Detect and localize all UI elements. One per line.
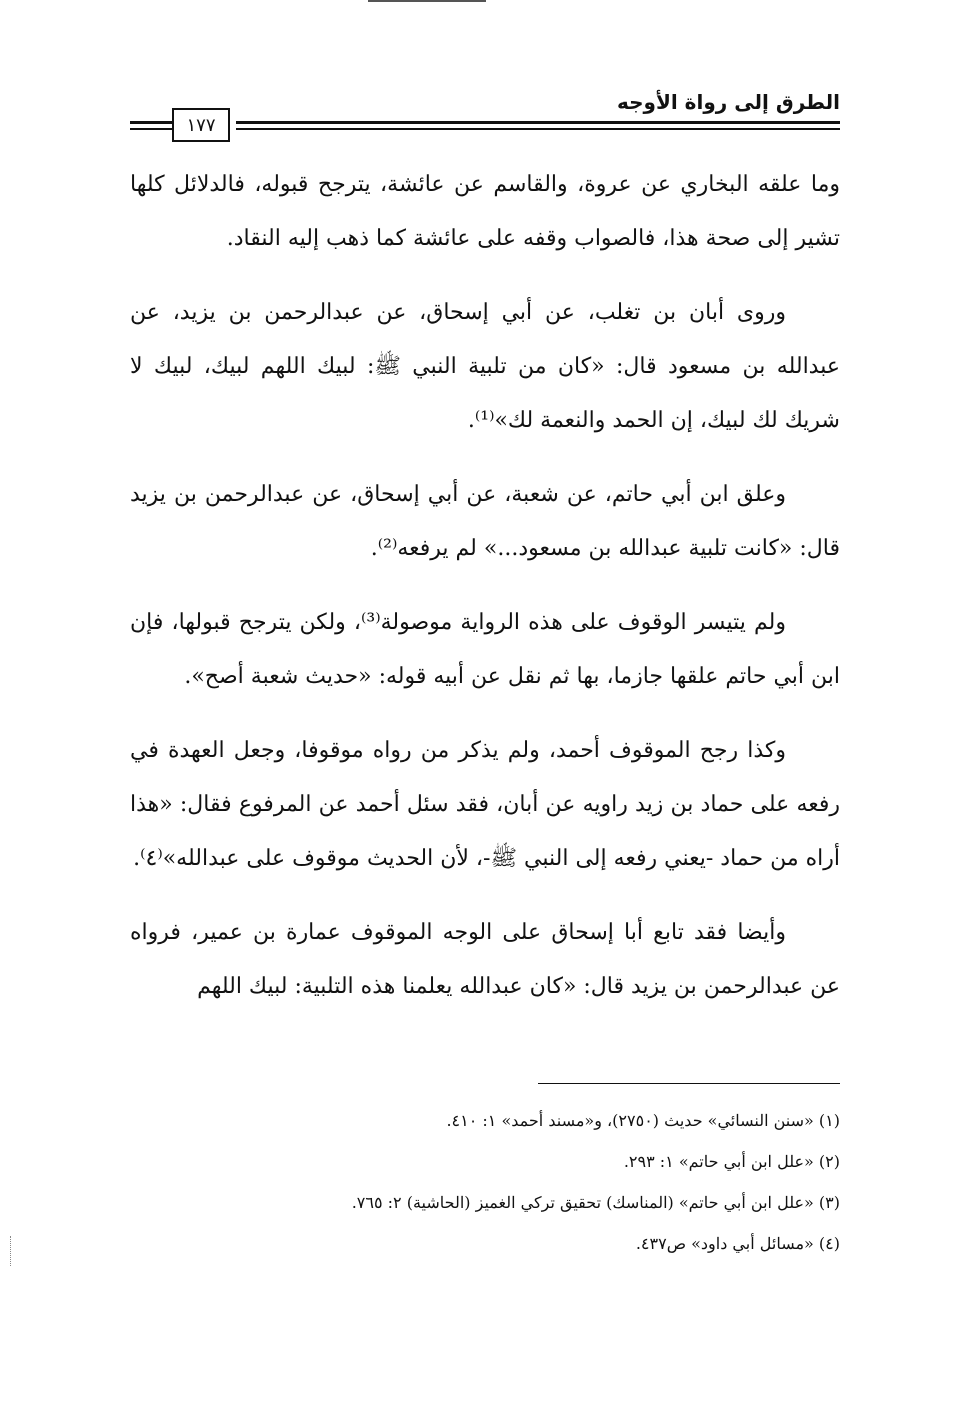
running-title: الطرق إلى رواة الأوجه	[617, 90, 840, 114]
paragraph-1: وما علقه البخاري عن عروة، والقاسم عن عائشة، يترجح قبوله، فالدلائل كلها تشير إلى صحة هذا، فالصواب وقفه على عائشة كما ذهب إليه النقاد.	[130, 172, 840, 251]
footnote-3: (٣) «علل ابن أبي حاتم» (المناسك) تحقيق تركي الغميز (الحاشية) ٢: ٧٦٥.	[351, 1193, 840, 1212]
paragraph-3: وعلق ابن أبي حاتم، عن شعبة، عن أبي إسحاق، عن عبدالرحمن بن يزيد قال: «كانت تلبية عبدالله بن مسعود...» لم يرفعه⁽²⁾.	[130, 482, 840, 561]
footnote-4: (٤) «مسائل أبي داود» ص٤٣٧.	[635, 1234, 840, 1253]
footnote-2: (٢) «علل ابن أبي حاتم» ١: ٢٩٣.	[623, 1152, 840, 1171]
paragraph-5: وكذا رجح الموقوف أحمد، ولم يذكر من رواه موقوفا، وجعل العهدة في رفعه على حماد بن زيد راويه عن أبان، فقد سئل أحمد عن المرفوع فقال: «هذا أراه من حماد -يعني رفعه إلى النبي ﷺ-، لأن الحديث موقوف على عبدالله»⁽٤⁾.	[130, 738, 840, 871]
footnote-1: (١) «سنن النسائي» حديث (٢٧٥٠)، و«مسند أحمد» ١: ٤١٠.	[446, 1111, 840, 1130]
paragraph-6: وأيضا فقد تابع أبا إسحاق على الوجه الموقوف عمارة بن عمير، فرواه عن عبدالرحمن بن يزيد قال: «كان عبدالله يعلمنا هذه التلبية: لبيك اللهم	[130, 920, 840, 999]
footnote-separator	[538, 1083, 840, 1084]
header-double-rule-left	[130, 121, 172, 133]
body-text	[130, 158, 840, 1034]
paragraph-2: وروى أبان بن تغلب، عن أبي إسحاق، عن عبدالرحمن بن يزيد، عن عبدالله بن مسعود قال: «كان من تلبية النبي ﷺ: لبيك اللهم لبيك، لبيك لا شريك لك لبيك، إن الحمد والنعمة لك»⁽¹⁾.	[130, 300, 840, 433]
header-double-rule	[236, 121, 840, 133]
scan-margin-mark	[10, 1236, 12, 1266]
footnotes	[260, 1100, 840, 1264]
page-number: ١٧٧	[172, 108, 230, 142]
paragraph-4: ولم يتيسر الوقوف على هذه الرواية موصولة⁽³⁾، ولكن يترجح قبولها، فإن ابن أبي حاتم علقها جازما، بها ثم نقل عن أبيه قوله: «حديث شعبة أصح».	[130, 610, 840, 689]
page-header	[0, 0, 980, 160]
